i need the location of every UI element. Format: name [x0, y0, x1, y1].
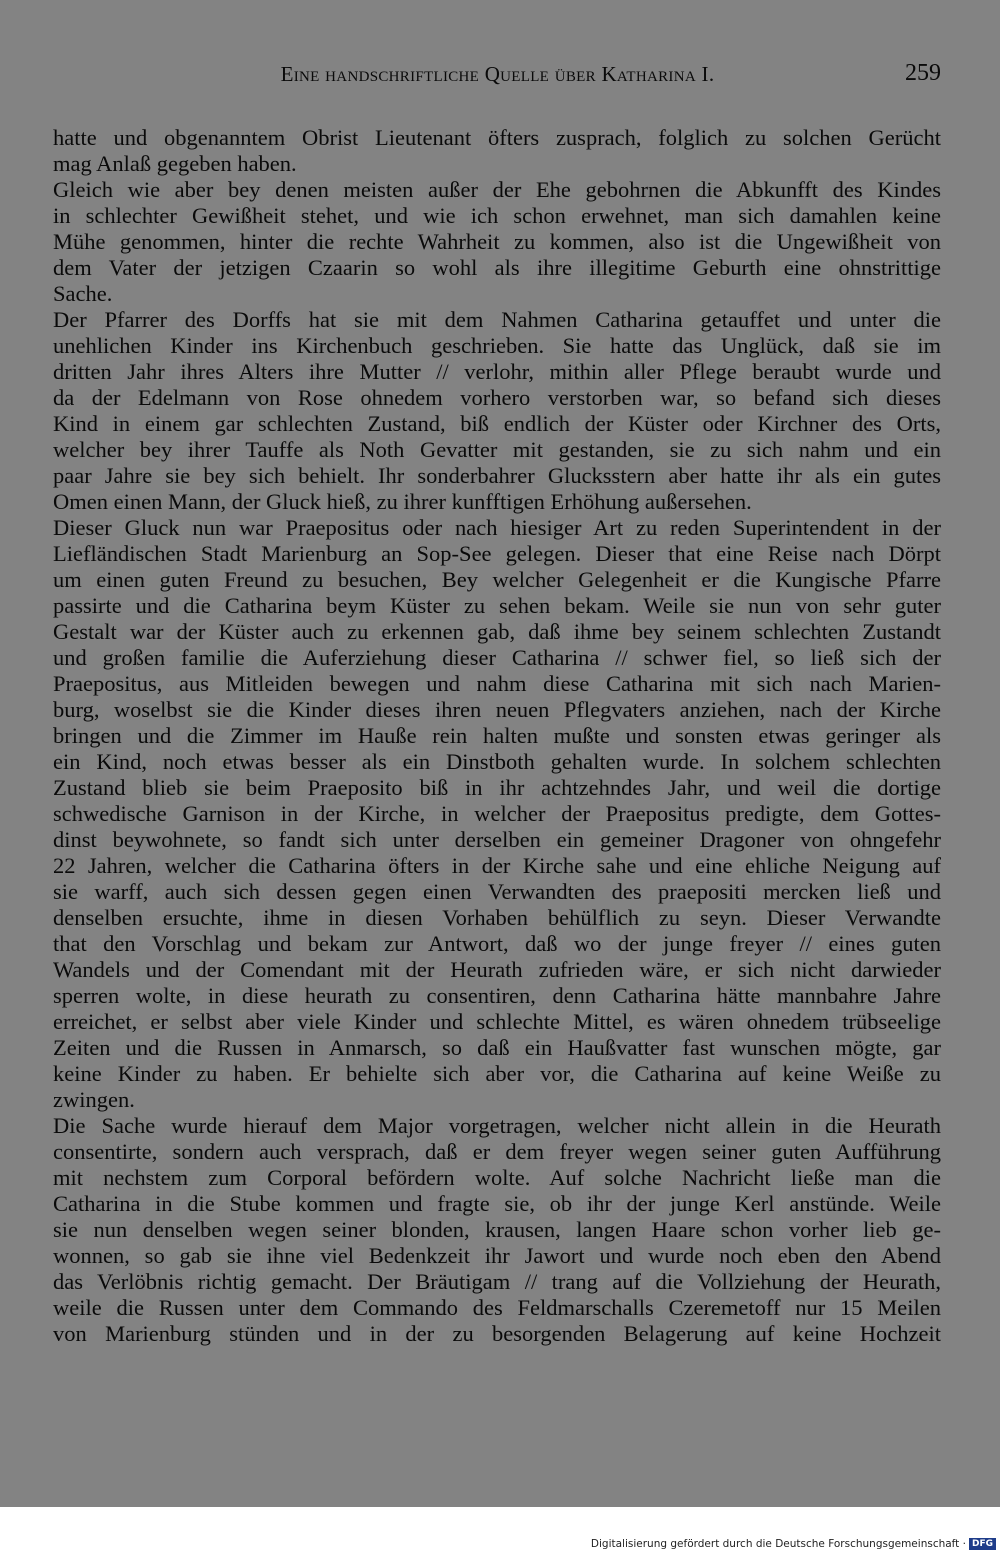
- text-line: Omen einen Mann, der Gluck hieß, zu ihrer kunfftigen Erhöhung außersehen.: [53, 489, 752, 514]
- text-line: da der Edelmann von Rose ohnedem vorhero verstorben war, so befand sich dieses: [53, 385, 941, 410]
- text-line: passirte und die Catharina beym Küster zu sehen bekam. Weile sie nun von sehr guter: [53, 593, 941, 618]
- text-line: Kind in einem gar schlechten Zustand, biß endlich der Küster oder Kirchner des Orts,: [53, 411, 941, 436]
- text-line: ein Kind, noch etwas besser als ein Dinstboth gehalten wurde. In solchem schlechten: [53, 749, 941, 774]
- dfg-logo: DFG: [969, 1538, 996, 1550]
- text-line: Mühe genommen, hinter die rechte Wahrheit zu kommen, also ist die Ungewißheit von: [53, 229, 941, 254]
- text-line: schwedische Garnison in der Kirche, in welcher der Praepositus predigte, dem Gottes-: [53, 801, 941, 826]
- text-line: Catharina in die Stube kommen und fragte sie, ob ihr der junge Kerl anstünde. Weile: [53, 1191, 941, 1216]
- text-line: um einen guten Freund zu besuchen, Bey welcher Gelegenheit er die Kungische Pfarre: [53, 567, 941, 592]
- text-line: sie nun denselben wegen seiner blonden, krausen, langen Haare schon vorher lieb ge-: [53, 1217, 941, 1242]
- text-line: erreichet, er selbst aber viele Kinder und schlechte Mittel, es wären ohnedem trübseelige: [53, 1009, 941, 1034]
- text-line: Zustand blieb sie beim Praeposito biß in ihr achtzehndes Jahr, und weil die dortige: [53, 775, 941, 800]
- text-line: keine Kinder zu haben. Er behielte sich aber vor, die Catharina auf keine Weiße zu: [53, 1061, 941, 1086]
- text-line: unehlichen Kinder ins Kirchenbuch geschrieben. Sie hatte das Unglück, daß sie im: [53, 333, 941, 358]
- text-line: Praepositus, aus Mitleiden bewegen und nahm diese Catharina mit sich nach Marien-: [53, 671, 941, 696]
- text-line: das Verlöbnis richtig gemacht. Der Bräutigam // trang auf die Vollziehung der Heurath,: [53, 1269, 941, 1294]
- text-line: paar Jahre sie bey sich behielt. Ihr sonderbahrer Glucksstern aber hatte ihr als ein gutes: [53, 463, 941, 488]
- body-text: [53, 125, 941, 1347]
- text-line: burg, woselbst sie die Kinder dieses ihren neuen Pflegvaters anziehen, nach der Kirche: [53, 697, 941, 722]
- credit-text: Digitalisierung gefördert durch die Deutsche Forschungsgemeinschaft ·: [590, 1538, 966, 1550]
- text-line: Der Pfarrer des Dorffs hat sie mit dem Nahmen Catharina getauffet und unter die: [53, 307, 941, 332]
- text-line: bringen und die Zimmer im Hauße rein halten mußte und sonsten etwas geringer als: [53, 723, 941, 748]
- text-line: dem Vater der jetzigen Czaarin so wohl als ihre illegitime Geburth eine ohnstrittige: [53, 255, 941, 280]
- text-line: von Marienburg stünden und in der zu besorgenden Belagerung auf keine Hochzeit: [53, 1321, 941, 1346]
- text-line: Gestalt war der Küster auch zu erkennen gab, daß ihme bey seinem schlechten Zustandt: [53, 619, 941, 644]
- text-line: Sache.: [53, 281, 113, 306]
- text-line: Die Sache wurde hierauf dem Major vorgetragen, welcher nicht allein in die Heurath: [53, 1113, 941, 1138]
- text-line: und großen familie die Auferziehung dieser Catharina // schwer fiel, so ließ sich der: [53, 645, 941, 670]
- text-line: Zeiten und die Russen in Anmarsch, so daß ein Haußvatter fast wunschen mögte, gar: [53, 1035, 941, 1060]
- text-line: denselben ersuchte, ihme in diesen Vorhaben behülflich zu seyn. Dieser Verwandte: [53, 905, 941, 930]
- page-number: 259: [905, 60, 941, 86]
- text-line: hatte und obgenanntem Obrist Lieutenant öfters zusprach, folglich zu solchen Gerücht: [53, 125, 941, 150]
- running-head: [54, 60, 941, 96]
- text-line: mit nechstem zum Corporal befördern wolte. Auf solche Nachricht ließe man die: [53, 1165, 941, 1190]
- text-line: dinst beywohnete, so fandt sich unter derselben ein gemeiner Dragoner von ohngefehr: [53, 827, 941, 852]
- text-line: Dieser Gluck nun war Praepositus oder nach hiesiger Art zu reden Superintendent in der: [53, 515, 941, 540]
- text-line: mag Anlaß gegeben haben.: [53, 151, 297, 176]
- text-line: zwingen.: [53, 1087, 135, 1112]
- text-line: Gleich wie aber bey denen meisten außer der Ehe gebohrnen die Abkunfft des Kindes: [53, 177, 941, 202]
- running-title: Eine handschriftliche Quelle über Katharina I.: [280, 62, 715, 86]
- text-line: 22 Jahren, welcher die Catharina öfters in der Kirche sahe und eine ehliche Neigung auf: [53, 853, 941, 878]
- text-line: sie warff, auch sich dessen gegen einen Verwandten des praepositi mercken ließ und: [53, 879, 941, 904]
- text-line: Liefländischen Stadt Marienburg an Sop-See gelegen. Dieser that eine Reise nach Dörpt: [53, 541, 941, 566]
- text-line: welcher bey ihrer Tauffe als Noth Gevatter mit gestanden, sie zu sich nahm und ein: [53, 437, 941, 462]
- text-line: dritten Jahr ihres Alters ihre Mutter // verlohr, mithin aller Pflege beraubt wurde und: [53, 359, 941, 384]
- text-line: sperren wolte, in diese heurath zu consentiren, denn Catharina hätte mannbahre Jahre: [53, 983, 941, 1008]
- text-line: in schlechter Gewißheit stehet, und wie ich schon erwehnet, man sich damahlen keine: [53, 203, 941, 228]
- digitization-credit: [591, 1537, 996, 1551]
- text-line: weile die Russen unter dem Commando des Feldmarschalls Czeremetoff nur 15 Meilen: [53, 1295, 941, 1320]
- text-line: consentirte, sondern auch versprach, daß er dem freyer wegen seiner guten Aufführung: [53, 1139, 941, 1164]
- text-line: that den Vorschlag und bekam zur Antwort, daß wo der junge freyer // eines guten: [53, 931, 941, 956]
- text-line: wonnen, so gab sie ihne viel Bedenkzeit ihr Jawort und wurde noch eben den Abend: [53, 1243, 941, 1268]
- text-line: Wandels und der Comendant mit der Heurath zufrieden wäre, er sich nicht darwieder: [53, 957, 941, 982]
